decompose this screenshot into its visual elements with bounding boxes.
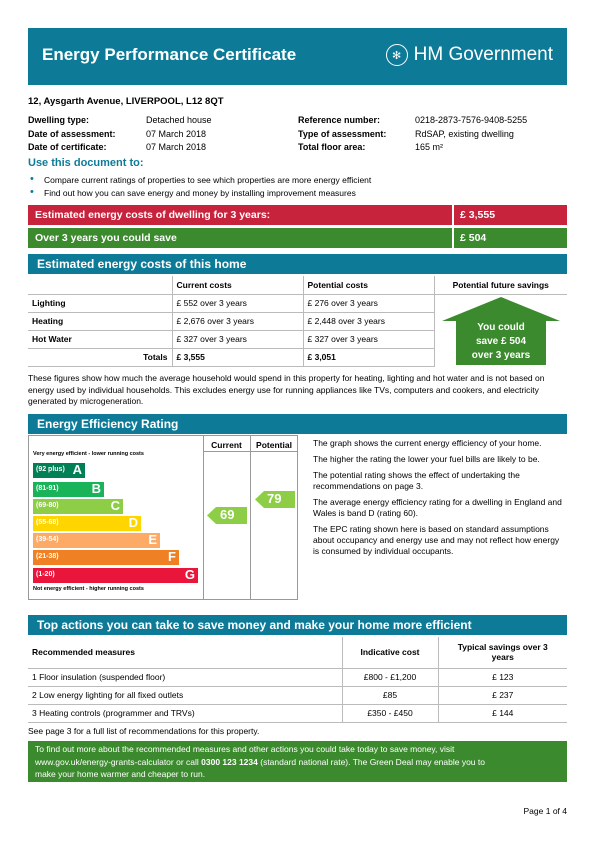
row-name: Lighting <box>28 294 172 312</box>
rating-band-f <box>33 550 179 565</box>
current-column-header: Current <box>203 438 250 452</box>
column-header: Current costs <box>172 276 303 294</box>
potential-rating-value: 79 <box>267 491 282 506</box>
potential-cost: £ 2,448 over 3 years <box>303 312 434 330</box>
savings-callout <box>442 321 560 363</box>
logo-text: HM Government <box>413 44 553 65</box>
costs-section-header <box>28 254 567 274</box>
detail-value: 07 March 2018 <box>146 128 207 139</box>
list-item: • Find out how you can save energy and money by installing improvement measures <box>28 187 371 200</box>
detail-row <box>28 128 212 142</box>
list-item: • Compare current ratings of properties to see which properties are more energy efficient <box>28 174 371 187</box>
potential-cost: £ 276 over 3 years <box>303 294 434 312</box>
rating-band-a <box>33 463 85 478</box>
detail-value: 07 March 2018 <box>146 142 207 152</box>
typical-saving: £ 237 <box>438 686 567 704</box>
column-header: Indicative cost <box>342 637 438 668</box>
eer-description <box>313 438 567 562</box>
potential-column-header: Potential <box>250 438 298 452</box>
column-header: Recommended measures <box>28 637 342 668</box>
use-document-title: Use this document to: <box>28 157 144 169</box>
actions-section-header <box>28 615 567 635</box>
band-range: (21-38) <box>36 553 59 560</box>
section-title: Top actions you can take to save money and make your home more efficient <box>37 618 472 632</box>
band-letter: D <box>128 515 138 530</box>
rating-band-d <box>33 516 141 531</box>
column-header: Potential future savings <box>434 276 567 294</box>
indicative-cost: £85 <box>342 686 438 704</box>
band-letter: F <box>168 549 176 564</box>
band-range: (69-80) <box>36 502 59 509</box>
more-info-box <box>28 741 567 782</box>
table-row <box>28 686 567 704</box>
info-line <box>35 756 560 769</box>
band-range: (81-91) <box>36 485 59 492</box>
costs-note: These figures show how much the average household would spend in this property for heating, lighting and hot water and is not based on energy used by individual households. This excludes energy use for running appliances like TVs, computers and cookers, and electricity generated by microgeneration. <box>28 373 545 406</box>
description-paragraph: The potential rating shows the effect of undertaking the recommendations on page 3. <box>313 470 520 491</box>
info-line: make your home warmer and cheaper to run. <box>35 769 206 779</box>
estimated-cost-value: £ 3,555 <box>452 205 567 225</box>
detail-label: Date of certificate: <box>28 142 107 152</box>
savings-line: over 3 years <box>471 350 531 361</box>
detail-label: Type of assessment: <box>298 128 387 139</box>
actions-table <box>28 637 567 723</box>
details-left <box>28 114 212 155</box>
savings-line: You could <box>477 322 525 333</box>
band-range: (92 plus) <box>36 466 65 473</box>
info-text: (standard national rate). The Green Deal may enable you to <box>257 756 485 767</box>
typical-saving: £ 123 <box>438 668 567 686</box>
table-header-row <box>28 276 567 294</box>
detail-label: Total floor area: <box>298 142 366 152</box>
band-letter: E <box>148 532 157 547</box>
measure-name: 2 Low energy lighting for all fixed outlets <box>28 686 342 704</box>
band-letter: G <box>184 567 195 582</box>
crest-icon: ✻ <box>386 44 408 66</box>
info-line: To find out more about the recommended measures and other actions you could take today to save money, visit <box>35 744 455 754</box>
description-paragraph: The graph shows the current energy efficiency of your home. <box>313 438 542 448</box>
totals-potential: £ 3,051 <box>303 348 434 366</box>
savings-bar <box>28 228 567 248</box>
band-range: (39-54) <box>36 536 59 543</box>
detail-value: 0218-2873-7576-9408-5255 <box>415 115 528 125</box>
detail-label: Dwelling type: <box>28 115 90 125</box>
table-row <box>28 668 567 686</box>
detail-label: Reference number: <box>298 115 381 125</box>
totals-label: Totals <box>28 348 172 366</box>
measure-name: 1 Floor insulation (suspended floor) <box>28 668 342 686</box>
band-letter: B <box>91 481 101 496</box>
indicative-cost: £800 - £1,200 <box>342 668 438 686</box>
typical-saving: £ 144 <box>438 704 567 722</box>
current-cost: £ 327 over 3 years <box>172 330 303 348</box>
rating-band-g <box>33 568 198 583</box>
totals-current: £ 3,555 <box>172 348 303 366</box>
table-row <box>28 704 567 722</box>
detail-value: Detached house <box>146 115 212 125</box>
detail-row <box>298 128 527 142</box>
detail-row <box>28 114 212 128</box>
indicative-cost: £350 - £450 <box>342 704 438 722</box>
current-cost: £ 552 over 3 years <box>172 294 303 312</box>
section-title: Energy Efficiency Rating <box>37 417 179 431</box>
detail-label: Date of assessment: <box>28 128 116 139</box>
header-banner <box>28 28 567 85</box>
band-range: (1-20) <box>36 571 55 578</box>
property-address: 12, Aysgarth Avenue, LIVERPOOL, L12 8QT <box>28 96 224 107</box>
rating-band-b <box>33 482 104 497</box>
potential-cost: £ 327 over 3 years <box>303 330 434 348</box>
details-right <box>298 114 527 155</box>
band-letter: C <box>110 498 120 513</box>
eer-top-label: Very energy efficient - lower running costs <box>33 451 144 457</box>
savings-label: Over 3 years you could save <box>35 232 177 244</box>
rating-band-e <box>33 533 160 548</box>
current-rating-value: 69 <box>220 507 235 522</box>
info-link-text[interactable]: www.gov.uk/energy-grants-calculator or call <box>35 756 202 767</box>
band-range: (55-68) <box>36 519 59 526</box>
phone-number[interactable]: 0300 123 1234 <box>201 756 258 767</box>
row-name: Heating <box>28 312 172 330</box>
detail-row <box>28 141 212 155</box>
detail-row <box>298 141 527 155</box>
measure-name: 3 Heating controls (programmer and TRVs) <box>28 704 342 722</box>
column-divider <box>250 435 251 600</box>
detail-value: RdSAP, existing dwelling <box>415 128 514 139</box>
detail-value: 165 m² <box>415 142 444 152</box>
description-paragraph: The average energy efficiency rating for a dwelling in England and Wales is band D (rating 60). <box>313 497 562 518</box>
current-cost: £ 2,676 over 3 years <box>172 312 303 330</box>
estimated-cost-bar <box>28 205 567 225</box>
description-paragraph: The EPC rating shown here is based on standard assumptions about occupancy and energy use and may not reflect how energy is consumed by individual occupants. <box>313 524 560 556</box>
eer-bottom-label: Not energy efficient - higher running costs <box>33 586 144 592</box>
page-title: Energy Performance Certificate <box>42 45 297 64</box>
see-page-note: See page 3 for a full list of recommendations for this property. <box>28 726 260 736</box>
hm-government-logo <box>386 44 553 66</box>
use-document-list <box>28 174 371 199</box>
column-divider <box>203 435 204 600</box>
estimated-cost-label: Estimated energy costs of dwelling for 3 years: <box>35 209 271 221</box>
eer-section-header <box>28 414 567 434</box>
detail-row <box>298 114 527 128</box>
rating-band-c <box>33 499 123 514</box>
page-number: Page 1 of 4 <box>523 806 567 816</box>
table-header-row <box>28 637 567 668</box>
savings-line: save £ 504 <box>475 336 527 347</box>
row-name: Hot Water <box>28 330 172 348</box>
column-header: Potential costs <box>303 276 434 294</box>
section-title: Estimated energy costs of this home <box>37 257 247 271</box>
savings-value: £ 504 <box>452 228 567 248</box>
column-header: Typical savings over 3 years <box>438 637 567 668</box>
band-letter: A <box>72 462 82 477</box>
column-header <box>28 276 172 294</box>
description-paragraph: The higher the rating the lower your fuel bills are likely to be. <box>313 454 540 464</box>
